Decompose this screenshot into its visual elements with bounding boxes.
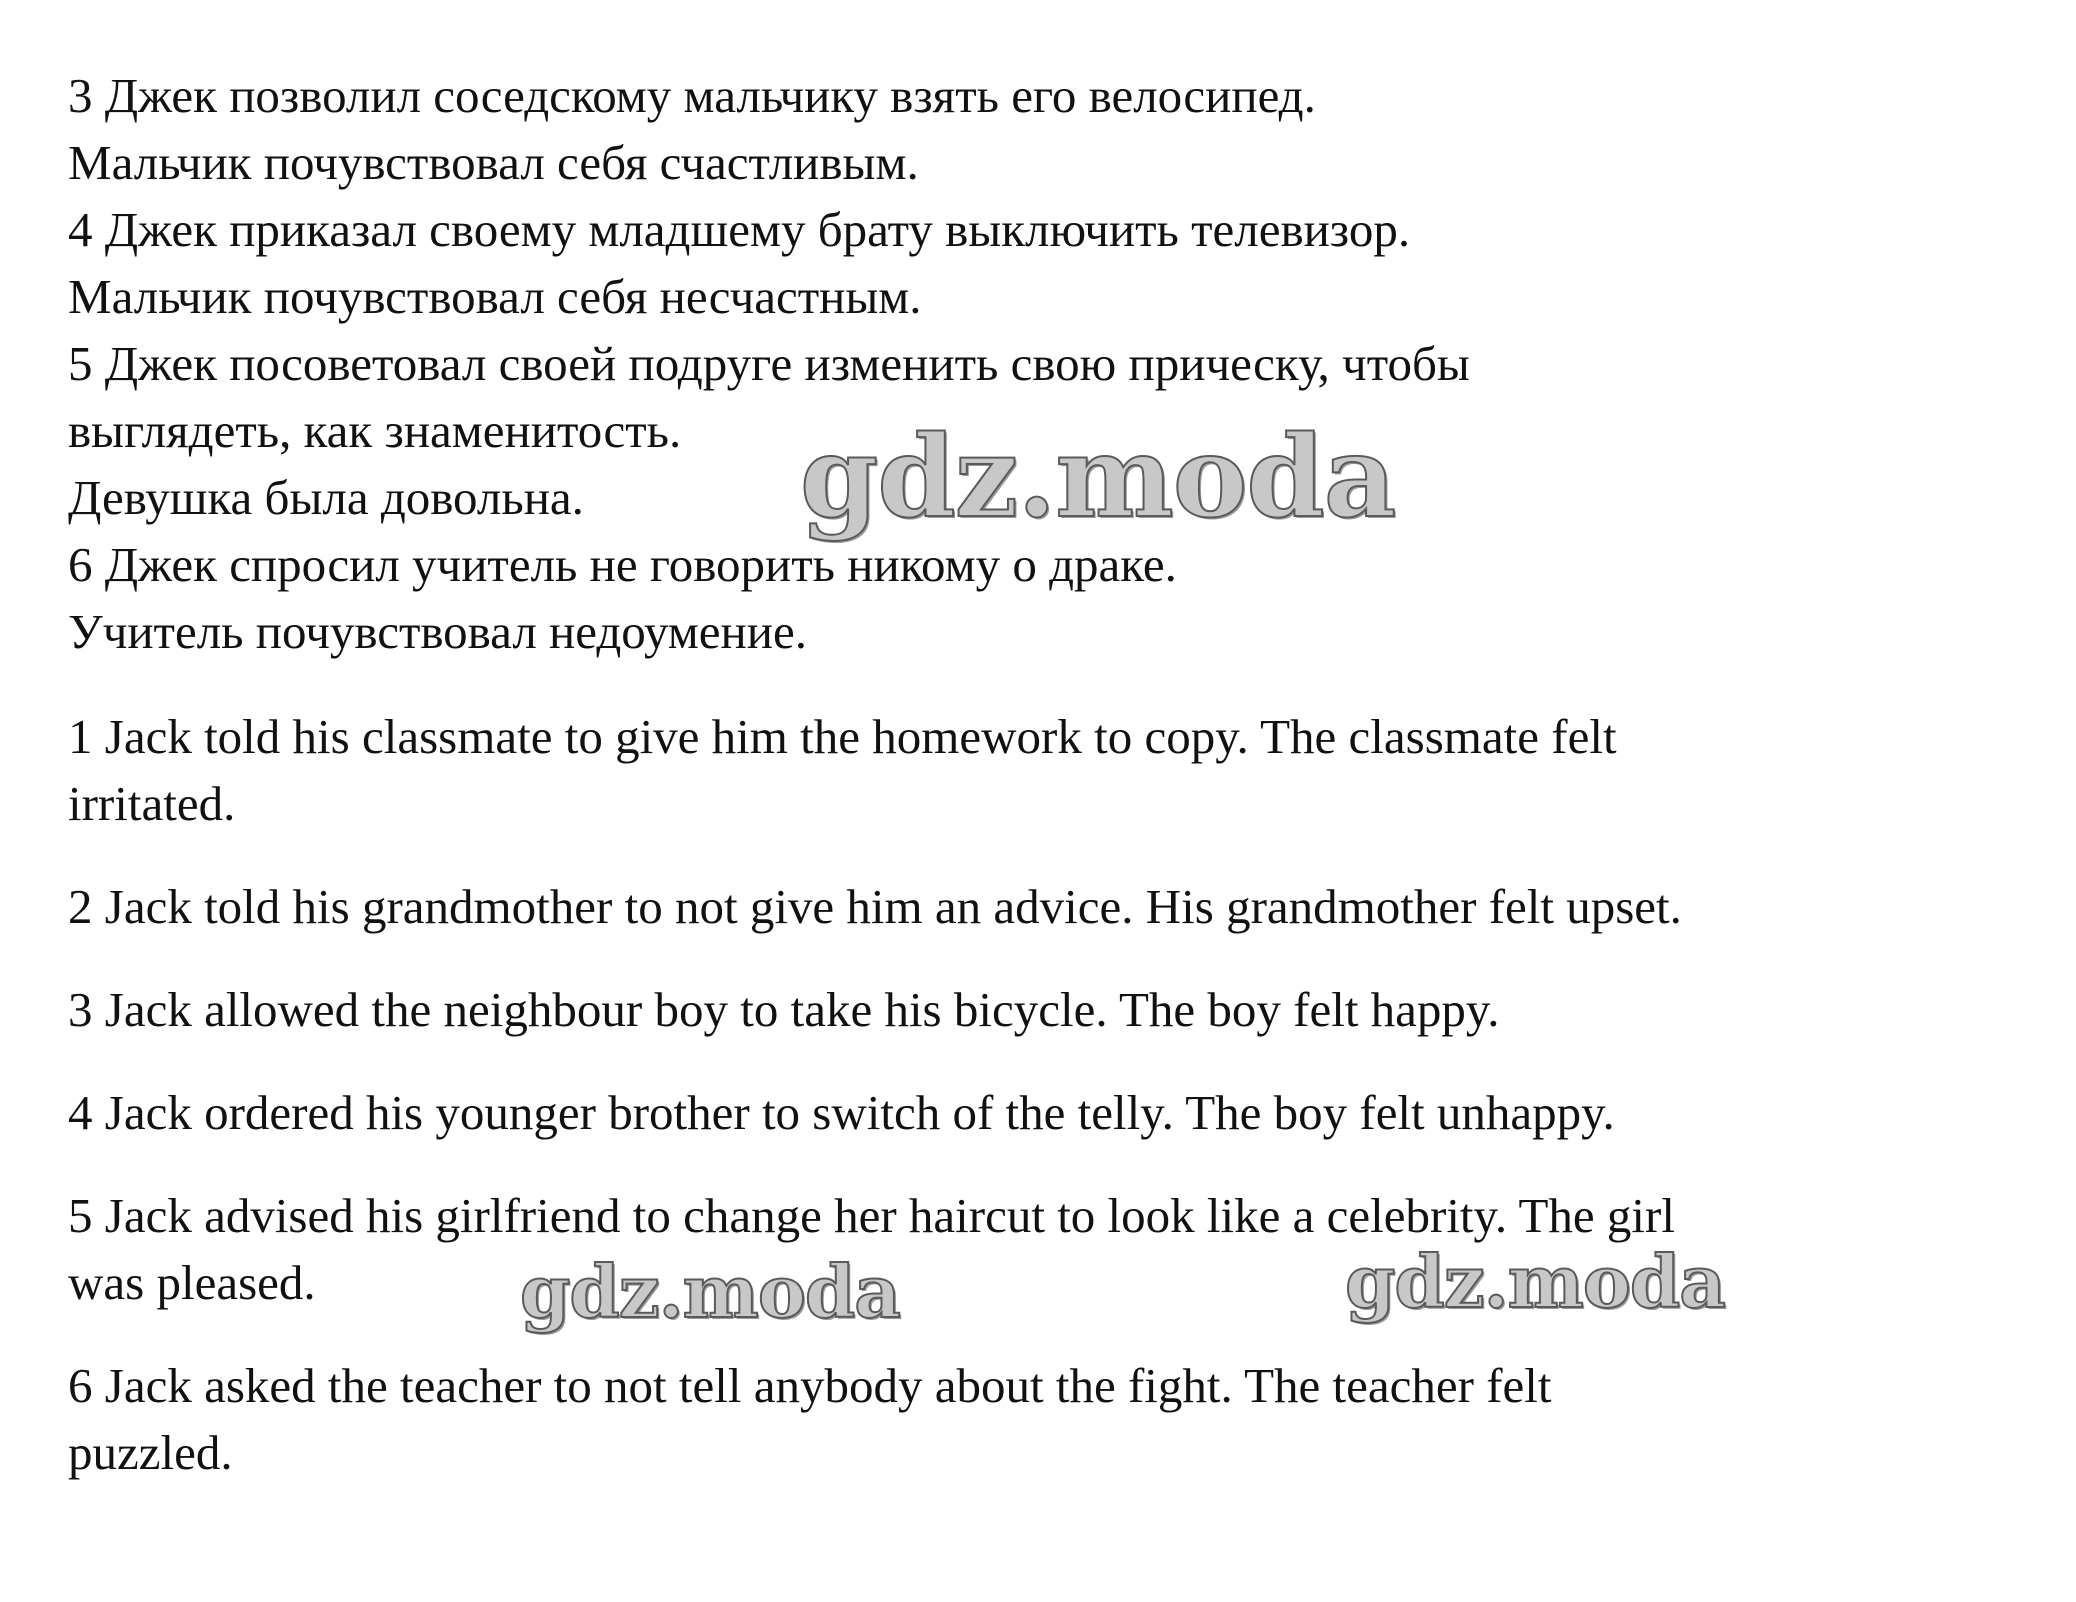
answer-line: puzzled. (68, 1425, 233, 1480)
answer-paragraph-4 (68, 1079, 2028, 1146)
russian-line: 5 Джек посоветовал своей подруге изменить свою прическу, чтобы (68, 336, 1470, 391)
answer-paragraph-6 (68, 1352, 2028, 1486)
russian-line: Мальчик почувствовал себя счастливым. (68, 135, 919, 190)
answer-line: 5 Jack advised his girlfriend to change her haircut to look like a celebrity. The girl (68, 1188, 1675, 1243)
russian-line: выглядеть, как знаменитость. (68, 403, 682, 458)
answer-line: was pleased. (68, 1255, 316, 1310)
watermark-logo: gdz.moda (800, 412, 1396, 543)
answer-line: 6 Jack asked the teacher to not tell anybody about the fight. The teacher felt (68, 1358, 1552, 1413)
english-answers-block (68, 703, 2028, 1486)
answer-paragraph-1 (68, 703, 2028, 837)
russian-translation-block (68, 62, 2028, 665)
russian-line: Мальчик почувствовал себя несчастным. (68, 269, 922, 324)
answer-paragraph-5 (68, 1182, 2028, 1316)
answer-line: irritated. (68, 776, 236, 831)
watermark-logo: gdz.moda (1345, 1239, 1725, 1324)
russian-line: 4 Джек приказал своему младшему брату выключить телевизор. (68, 202, 1411, 257)
watermark-logo: gdz.moda (520, 1249, 900, 1334)
answer-line: 2 Jack told his grandmother to not give him an advice. His grandmother felt upset. (68, 879, 1682, 934)
russian-line: Учитель почувствовал недоумение. (68, 604, 807, 659)
answer-line: 3 Jack allowed the neighbour boy to take his bicycle. The boy felt happy. (68, 982, 1500, 1037)
russian-line: 6 Джек спросил учитель не говорить никому о драке. (68, 537, 1177, 592)
russian-line: Девушка была довольна. (68, 470, 584, 525)
russian-line: 3 Джек позволил соседскому мальчику взять его велосипед. (68, 68, 1316, 123)
answer-paragraph-2 (68, 873, 2028, 940)
answer-line: 1 Jack told his classmate to give him the homework to copy. The classmate felt (68, 709, 1617, 764)
answer-line: 4 Jack ordered his younger brother to switch of the telly. The boy felt unhappy. (68, 1085, 1615, 1140)
answer-paragraph-3 (68, 976, 2028, 1043)
